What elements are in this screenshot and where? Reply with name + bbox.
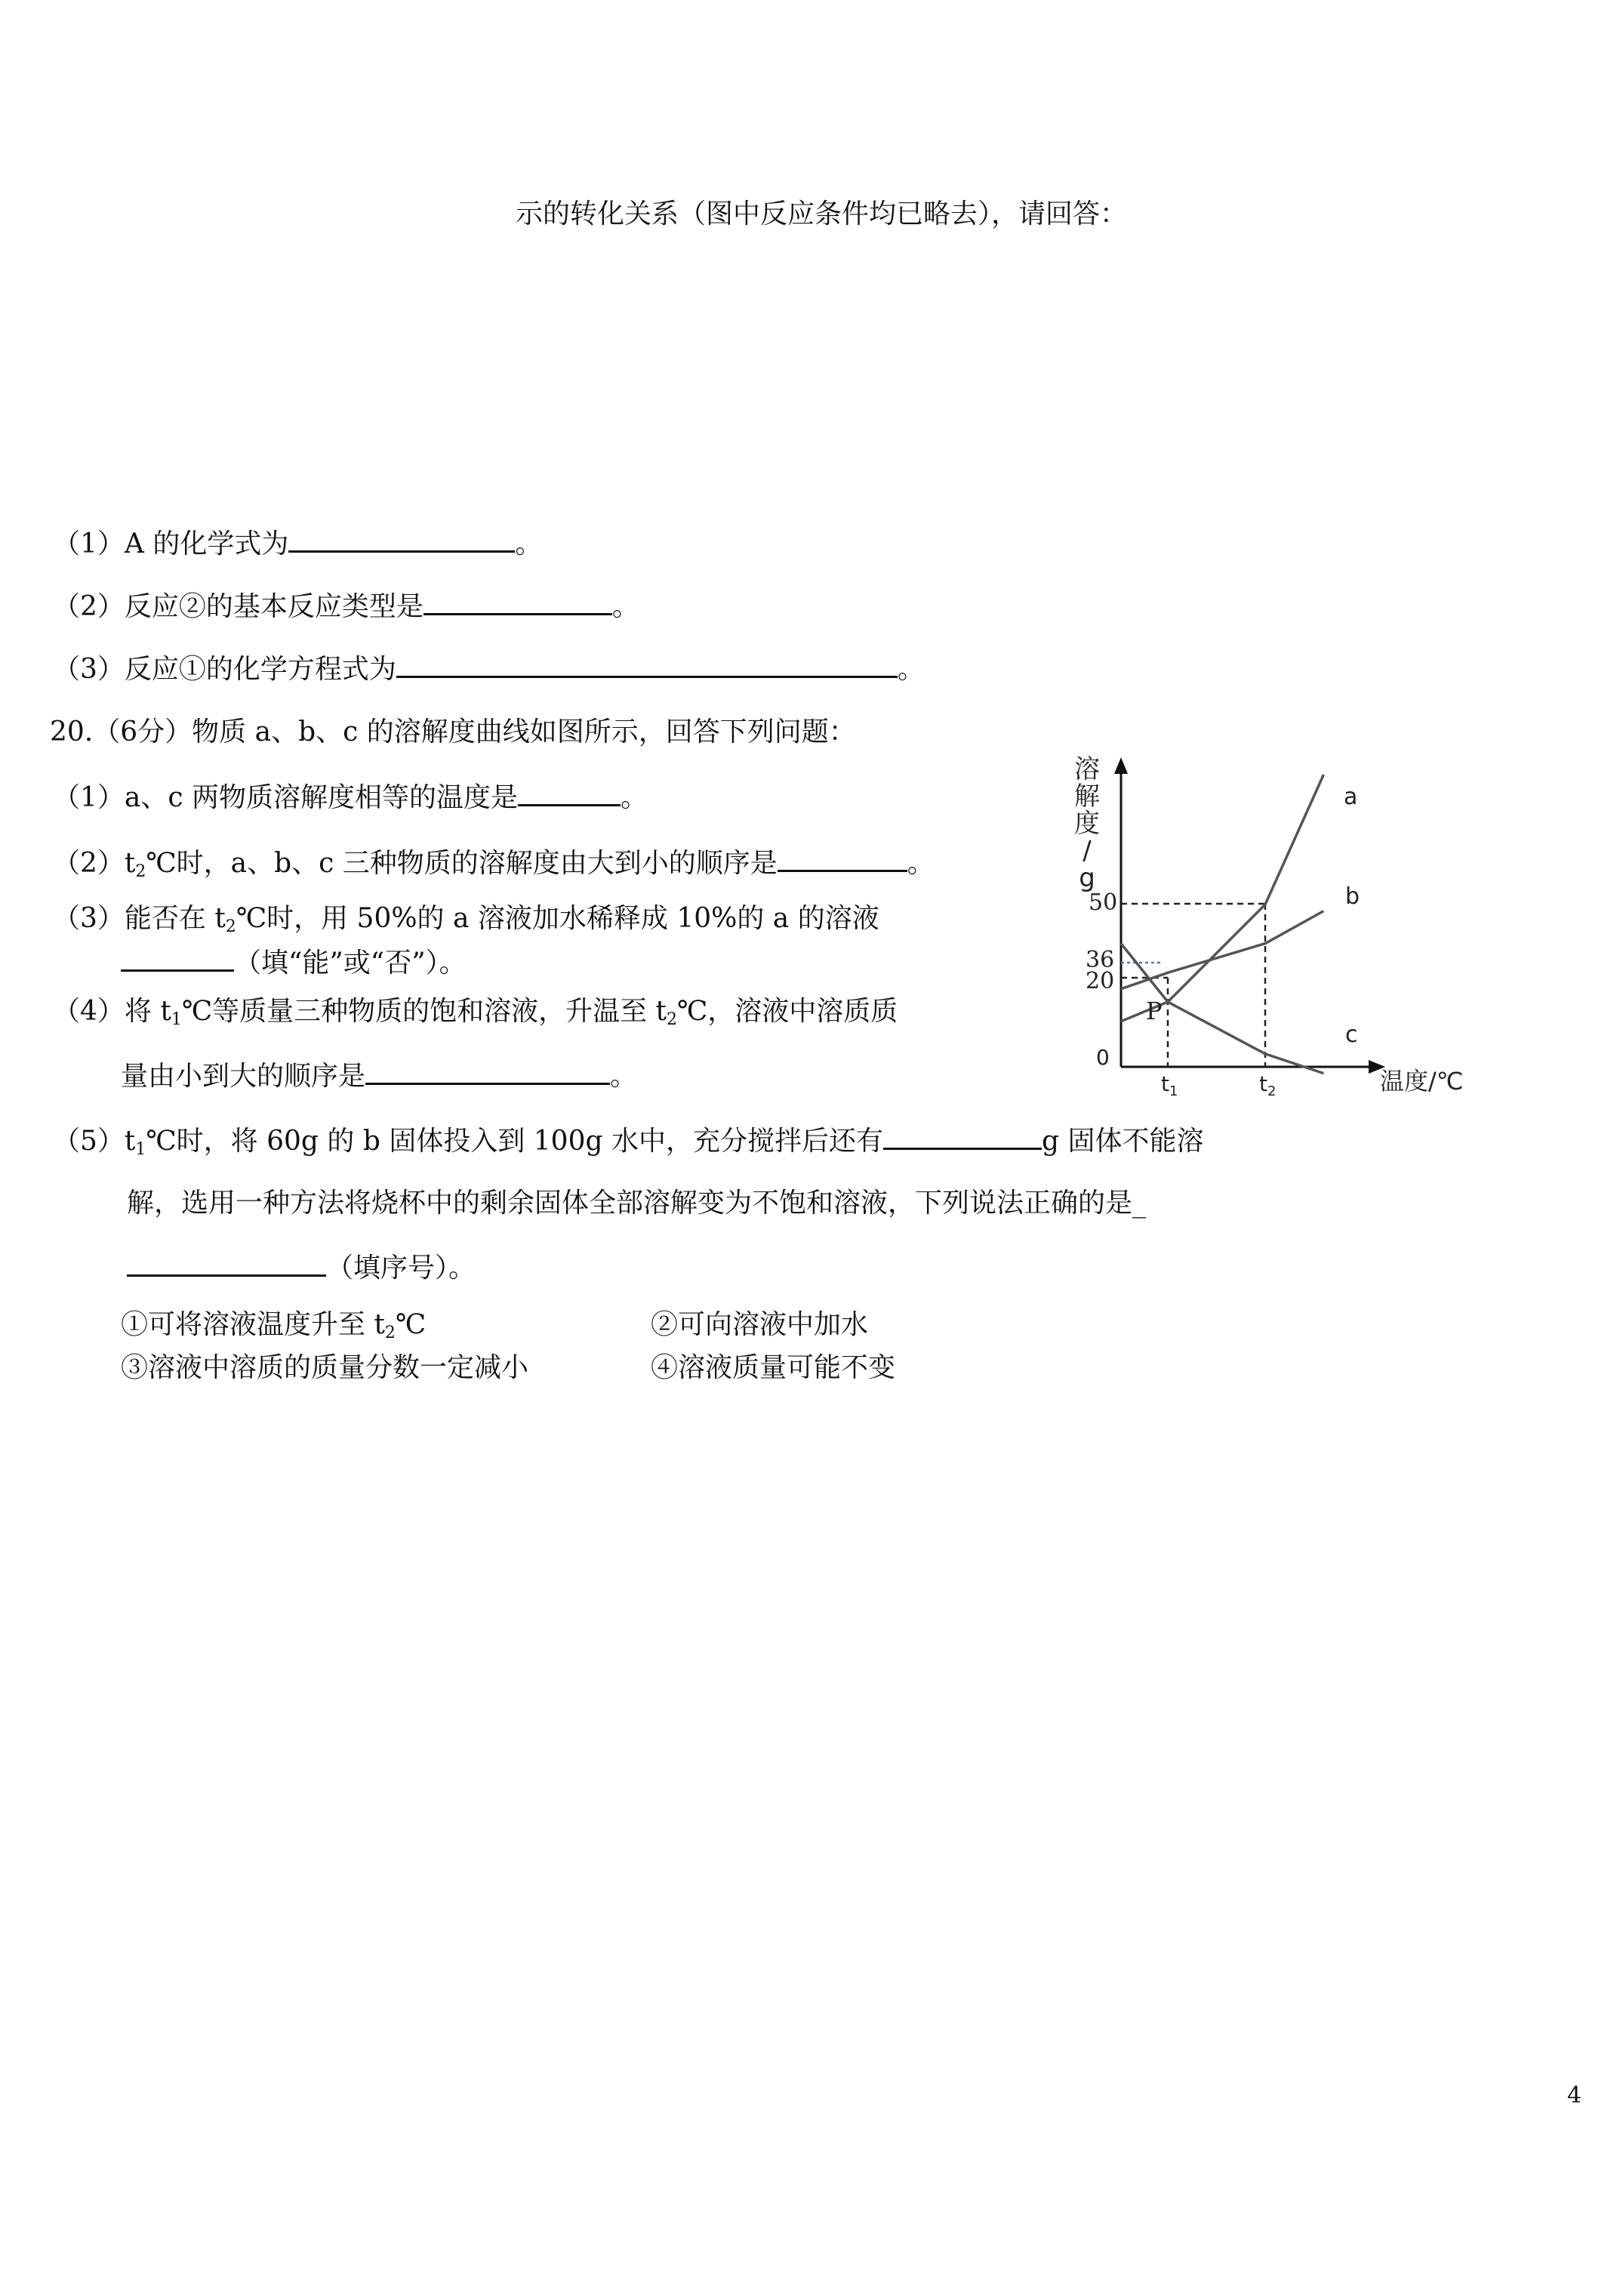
text: （5）t: [53, 1126, 136, 1157]
x-tick-t1: $t_1$: [1161, 1071, 1178, 1099]
q20-part5-line1: [53, 1123, 1203, 1166]
text: （2）t: [53, 848, 136, 879]
answer-blank[interactable]: [423, 589, 612, 615]
subscript: 1: [135, 1140, 146, 1159]
q19-part3: [53, 652, 925, 686]
point-label-p: P: [1146, 997, 1163, 1025]
answer-blank[interactable]: [365, 1059, 610, 1085]
text: ①可将溶液温度升至 t: [121, 1309, 385, 1340]
text: 。: [907, 848, 935, 879]
option-2: ②可向溶液中加水: [651, 1309, 869, 1340]
svg-text:溶解度/g: 溶解度/ g: [1074, 754, 1100, 893]
q20-title: 20.（6分）物质 a、b、c 的溶解度曲线如图所示，回答下列问题：: [50, 717, 856, 747]
q19-part1-end: 。: [515, 529, 543, 559]
q20-part1-end: 。: [620, 782, 648, 813]
text: ℃，溶液中溶质质: [677, 996, 898, 1027]
text: （4）将 t: [53, 996, 171, 1027]
text: ℃时，将 60g 的 b 固体投入到 100g 水中，充分搅拌后还有: [146, 1126, 883, 1157]
subscript: 2: [667, 1010, 678, 1029]
text: g 固体不能溶: [1041, 1126, 1204, 1157]
text: ℃: [395, 1309, 427, 1340]
x-axis-label: 温度/℃: [1380, 1067, 1464, 1096]
option-1: [121, 1308, 426, 1350]
series-label-b: b: [1345, 883, 1360, 910]
y-axis-arrow: [1114, 757, 1128, 774]
answer-blank[interactable]: [288, 526, 515, 553]
answer-blank[interactable]: [883, 1123, 1042, 1150]
text: 量由小到大的顺序是: [121, 1061, 366, 1092]
q20-part5-line3: [127, 1250, 476, 1285]
answer-blank[interactable]: [396, 652, 898, 678]
solubility-chart: [1042, 744, 1464, 1099]
text: ℃时，用 50%的 a 溶液加水稀释成 10%的 a 的溶液: [236, 903, 879, 934]
header-line: 示的转化关系（图中反应条件均已略去），请回答：: [516, 199, 1128, 230]
text: 。: [610, 1061, 638, 1092]
subscript: 1: [171, 1010, 182, 1029]
text: （填序号）。: [326, 1253, 476, 1284]
y-tick-20: 20: [1086, 968, 1115, 994]
q19-part3-label: （3）反应①的化学方程式为: [53, 654, 396, 685]
q19-part2-end: 。: [611, 591, 639, 622]
subscript: 2: [225, 917, 236, 936]
q20-part2: [53, 846, 935, 889]
q19-part1: [53, 526, 542, 561]
y-tick-50: 50: [1089, 889, 1118, 916]
subscript: 2: [135, 862, 146, 881]
origin-label: 0: [1096, 1045, 1110, 1070]
answer-blank[interactable]: [121, 945, 234, 972]
text: （3）能否在 t: [53, 903, 226, 934]
option-4: ④溶液质量可能不变: [651, 1352, 896, 1383]
q20-part1: [53, 780, 648, 815]
series-label-a: a: [1344, 784, 1358, 810]
answer-blank[interactable]: [127, 1250, 326, 1277]
option-3: ③溶液中溶质的质量分数一定减小: [121, 1352, 529, 1383]
q20-part5-line2: 解，选用一种方法将烧杯中的剩余固体全部溶解变为不饱和溶液，下列说法正确的是_: [127, 1188, 1147, 1219]
text: ℃等质量三种物质的饱和溶液，升温至 t: [181, 996, 667, 1027]
text: ℃时，a、b、c 三种物质的溶解度由大到小的顺序是: [146, 848, 778, 879]
series-label-c: c: [1345, 1022, 1358, 1048]
curve-a: [1121, 775, 1323, 1022]
q20-part3-line2: [121, 945, 467, 980]
y-tick-36: 36: [1086, 947, 1115, 973]
q20-part4-line2: [121, 1059, 637, 1093]
page-number: 4: [1567, 2082, 1582, 2109]
q19-part2: [53, 589, 639, 624]
subscript: 2: [384, 1324, 396, 1342]
q20-part1-label: （1）a、c 两物质溶解度相等的温度是: [53, 782, 518, 813]
answer-blank[interactable]: [778, 846, 907, 872]
text: （填“能”或“否”）。: [234, 948, 467, 978]
x-tick-t2: $t_2$: [1259, 1071, 1277, 1099]
q19-part3-end: 。: [897, 654, 925, 685]
q19-part1-label: （1）A 的化学式为: [53, 529, 289, 559]
curve-b: [1121, 911, 1323, 989]
answer-blank[interactable]: [518, 780, 621, 806]
q19-part2-label: （2）反应②的基本反应类型是: [53, 591, 423, 622]
q20-part3-line1: [53, 902, 879, 944]
q20-part4-line1: [53, 995, 898, 1037]
y-axis-label: [1074, 754, 1100, 893]
